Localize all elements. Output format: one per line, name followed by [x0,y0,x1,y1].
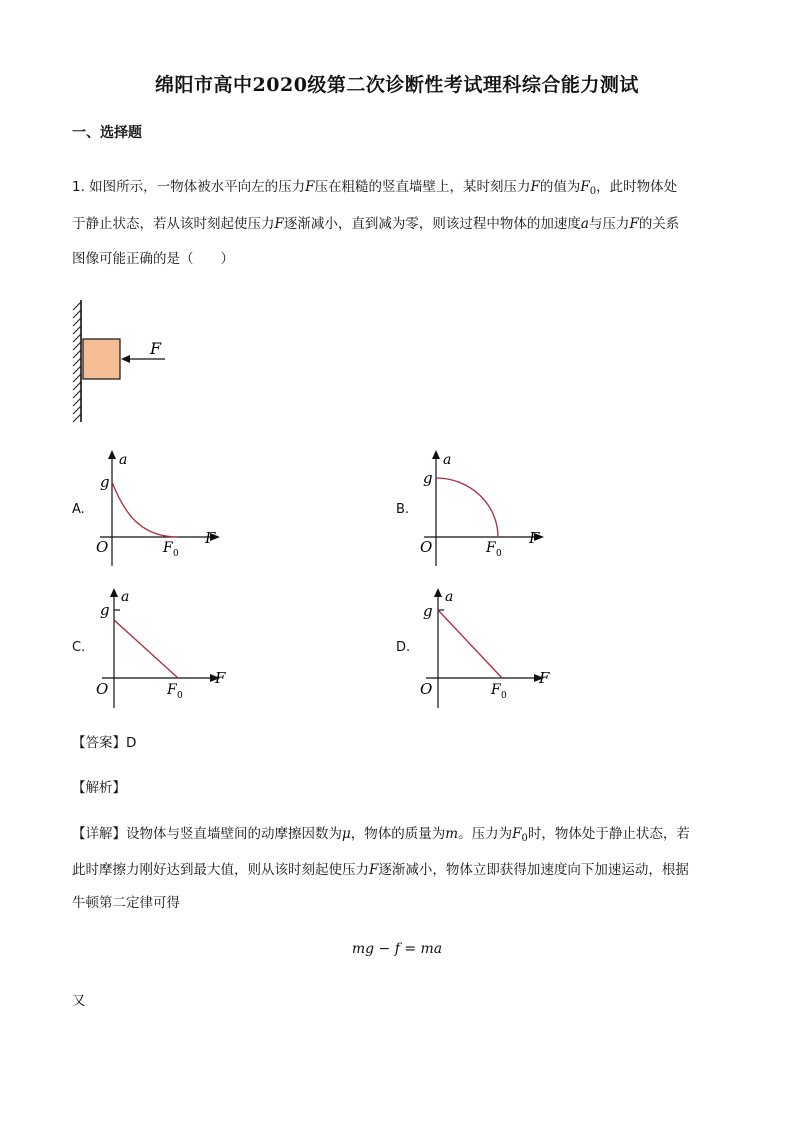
symbol-F: F [629,216,639,232]
symbol-F0-sub: 0 [589,186,597,197]
origin-label: O [96,538,109,556]
option-c-graph [92,586,232,711]
symbol-F0 [512,826,528,842]
detail-text: 时，物体处于静止状态，若 [527,826,690,842]
x-axis-label: F [529,529,540,547]
question-line-3: 图像可能正确的是（ ） [72,251,234,267]
symbol-F0-sub: 0 [521,833,528,844]
detail-text: 设物体与竖直墙壁间的动摩擦因数为 [126,826,342,842]
curve [438,610,502,678]
detail-continuation: 又 [72,993,86,1009]
y-axis-label: a [445,589,454,605]
x-axis-label: F [215,669,226,687]
detail-text: 逐渐减小，物体立即获得加速度向下加速运动，根据 [378,862,689,878]
f0-subscript: 0 [177,691,183,701]
arrow-head [121,355,130,363]
detail-line-1 [72,824,732,849]
y-arrow-head [110,588,118,597]
detail-text: ，物体的质量为 [350,826,446,842]
option-b-graph [418,448,558,568]
symbol-mu: μ [342,826,351,842]
detail-text: 此时摩擦力刚好达到最大值，则从该时刻起使压力 [72,862,369,878]
force-label: F [150,339,162,358]
question-text: 于静止状态，若从该时刻起使压力 [72,216,275,232]
detail-line-2 [72,860,732,880]
g-label: g [423,469,433,487]
symbol-F: F [305,179,315,195]
answer-tag: 【答案】 [72,735,126,751]
question-text: 逐渐减小，直到减为零，则该过程中物体的加速度 [283,216,581,232]
g-label: g [100,473,110,491]
y-arrow-head [434,588,442,597]
question-line-1 [72,177,732,202]
question-text: 压在粗糙的竖直墙壁上，某时刻压力 [314,179,531,195]
f0-subscript: 0 [496,549,502,559]
f0-label: F [167,682,177,698]
curve [112,482,178,537]
detail-text: 。压力为 [458,826,513,842]
f0-subscript: 0 [501,691,507,701]
page-title: 绵阳市高中2020级第二次诊断性考试理科综合能力测试 [155,74,639,96]
f0-label: F [486,540,496,556]
equation: mg − f = ma [351,941,443,957]
symbol-a: a [580,216,589,232]
y-axis-label: a [121,589,130,605]
y-axis-label: a [119,452,128,468]
y-arrow-head [108,450,116,459]
wall-hatching [73,302,81,422]
x-axis-label: F [539,669,550,687]
symbol-F: F [530,179,540,195]
question-text: 的值为 [539,179,581,195]
symbol-F0 [580,179,596,195]
detail-tag: 【详解】 [72,826,126,842]
origin-label: O [420,538,433,556]
question-line-2 [72,214,732,234]
option-d-label: D. [396,640,411,655]
option-a-graph [92,448,232,568]
curve [436,478,498,537]
question-text: 1. 如图所示，一物体被水平向左的压力 [72,179,306,195]
y-arrow-head [432,450,440,459]
f0-label: F [163,540,173,556]
option-a-label: A. [72,502,85,517]
symbol-F: F [369,862,379,878]
question-text: 的关系 [638,216,680,232]
block [83,339,120,379]
wall-block-figure [70,296,180,426]
curve [114,620,178,678]
symbol-F0-main: F [580,179,590,195]
answer-value: D [126,735,137,751]
y-axis-label: a [443,452,452,468]
f0-label: F [491,682,501,698]
symbol-m: m [445,826,459,842]
section-heading: 一、选择题 [72,125,142,141]
symbol-F: F [274,216,284,232]
option-c-label: C. [72,640,86,655]
question-text: ，此时物体处 [596,179,678,195]
f0-subscript: 0 [173,549,179,559]
origin-label: O [96,680,109,698]
g-label: g [100,601,110,619]
option-d-graph [418,586,558,711]
x-axis-label: F [205,529,216,547]
option-b-label: B. [396,502,410,517]
g-label: g [423,602,433,620]
symbol-F0-main: F [512,826,522,842]
detail-line-3: 牛顿第二定律可得 [72,895,180,911]
analysis-tag: 【解析】 [72,780,126,796]
answer-line [72,731,136,751]
origin-label: O [420,680,433,698]
question-text: 与压力 [588,216,630,232]
